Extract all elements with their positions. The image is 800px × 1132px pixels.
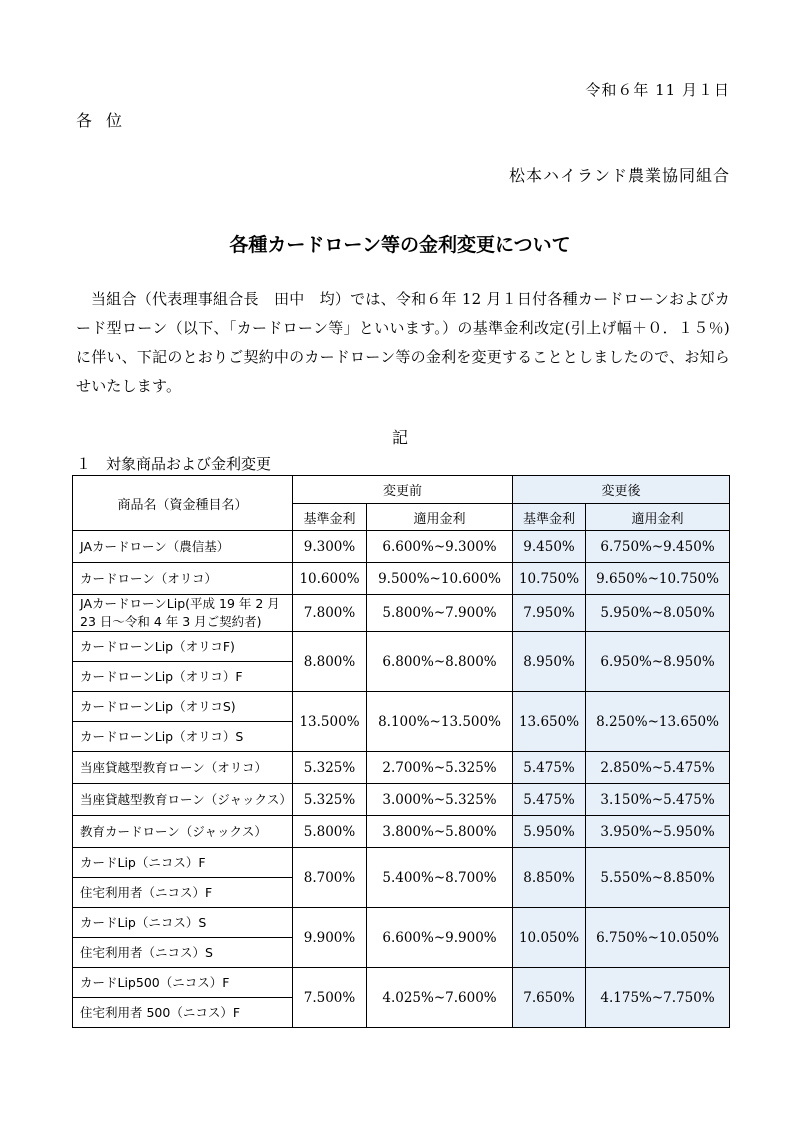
product-name: カードLip（ニコス）S [73, 908, 293, 938]
base-rate-before: 8.700% [293, 848, 367, 908]
base-rate-after: 7.650% [513, 968, 586, 1028]
applied-rate-before: 6.800%~8.800% [367, 632, 513, 692]
base-rate-after: 13.650% [513, 692, 586, 752]
table-row [73, 784, 730, 816]
table-row [73, 816, 730, 848]
applied-rate-before: 5.800%~7.900% [367, 595, 513, 632]
product-name: 当座貸越型教育ローン（オリコ） [73, 752, 293, 784]
base-rate-before: 5.325% [293, 752, 367, 784]
document-title: 各種カードローン等の金利変更について [229, 234, 571, 256]
product-name: JAカードローン（農信基） [73, 531, 293, 563]
table-row [73, 563, 730, 595]
base-rate-before: 5.800% [293, 816, 367, 848]
base-rate-after: 8.850% [513, 848, 586, 908]
product-name: カードローンLip（オリコ）F [73, 662, 293, 692]
header-after: 変更後 [513, 476, 730, 504]
applied-rate-before: 6.600%~9.900% [367, 908, 513, 968]
header-base-after: 基準金利 [513, 504, 586, 531]
header-product-name: 商品名（資金種目名） [73, 476, 293, 531]
product-name: JAカードローンLip(平成 19 年 2 月 23 日～令和 4 年 3 月ご契約者) [73, 595, 293, 632]
table-row [73, 908, 730, 938]
product-name: カードローン（オリコ） [73, 563, 293, 595]
applied-rate-after: 3.150%~5.475% [586, 784, 730, 816]
table-row [73, 531, 730, 563]
product-name: カードLip500（ニコス）F [73, 968, 293, 998]
base-rate-after: 7.950% [513, 595, 586, 632]
applied-rate-after: 6.750%~10.050% [586, 908, 730, 968]
product-name: カードローンLip（オリコF) [73, 632, 293, 662]
base-rate-after: 5.475% [513, 752, 586, 784]
header-base-before: 基準金利 [293, 504, 367, 531]
section-title: １ 対象商品および金利変更 [76, 455, 272, 473]
table-row [73, 968, 730, 998]
applied-rate-after: 6.950%~8.950% [586, 632, 730, 692]
base-rate-before: 9.900% [293, 908, 367, 968]
header-applied-before: 適用金利 [367, 504, 513, 531]
base-rate-before: 5.325% [293, 784, 367, 816]
applied-rate-before: 8.100%~13.500% [367, 692, 513, 752]
product-name: 教育カードローン（ジャックス） [73, 816, 293, 848]
applied-rate-before: 6.600%~9.300% [367, 531, 513, 563]
base-rate-before: 7.800% [293, 595, 367, 632]
base-rate-before: 13.500% [293, 692, 367, 752]
header-before: 変更前 [293, 476, 513, 504]
applied-rate-after: 9.650%~10.750% [586, 563, 730, 595]
header-applied-after: 適用金利 [586, 504, 730, 531]
applied-rate-before: 9.500%~10.600% [367, 563, 513, 595]
product-name: 住宅利用者（ニコス）S [73, 938, 293, 968]
applied-rate-after: 5.950%~8.050% [586, 595, 730, 632]
base-rate-before: 8.800% [293, 632, 367, 692]
body-paragraph: 当組合（代表理事組合長 田中 均）では、令和６年 12 月１日付各種カードローンおよびカード型ローン（以下、「カードローン等」といいます。）の基準金利改定(引上げ幅＋０．１５％)に伴い、下記のとおりご契約中のカードローン等の金利を変更することとしましたので、お知らせいたします。 [76, 290, 730, 395]
table-row [73, 752, 730, 784]
product-name: 住宅利用者（ニコス）F [73, 878, 293, 908]
interest-rate-table [72, 475, 730, 1028]
base-rate-after: 10.050% [513, 908, 586, 968]
applied-rate-after: 8.250%~13.650% [586, 692, 730, 752]
applied-rate-before: 5.400%~8.700% [367, 848, 513, 908]
applied-rate-after: 6.750%~9.450% [586, 531, 730, 563]
base-rate-after: 10.750% [513, 563, 586, 595]
applied-rate-after: 4.175%~7.750% [586, 968, 730, 1028]
product-name: カードローンLip（オリコ）S [73, 722, 293, 752]
base-rate-before: 10.600% [293, 563, 367, 595]
table-row [73, 692, 730, 722]
base-rate-after: 5.475% [513, 784, 586, 816]
applied-rate-before: 2.700%~5.325% [367, 752, 513, 784]
organization-name: 松本ハイランド農業協同組合 [508, 166, 730, 185]
applied-rate-before: 3.800%~5.800% [367, 816, 513, 848]
product-name: カードローンLip（オリコS) [73, 692, 293, 722]
base-rate-after: 5.950% [513, 816, 586, 848]
applied-rate-before: 3.000%~5.325% [367, 784, 513, 816]
base-rate-after: 9.450% [513, 531, 586, 563]
product-name: 当座貸越型教育ローン（ジャックス） [73, 784, 293, 816]
table-body [73, 531, 730, 1028]
issue-date: 令和６年 11 月１日 [585, 81, 730, 99]
base-rate-before: 9.300% [293, 531, 367, 563]
addressee: 各位 [76, 111, 137, 130]
base-rate-after: 8.950% [513, 632, 586, 692]
product-name: カードLip（ニコス）F [73, 848, 293, 878]
table-row [73, 595, 730, 632]
applied-rate-after: 5.550%~8.850% [586, 848, 730, 908]
table-row [73, 632, 730, 662]
product-name: 住宅利用者 500（ニコス）F [73, 998, 293, 1028]
applied-rate-after: 2.850%~5.475% [586, 752, 730, 784]
base-rate-before: 7.500% [293, 968, 367, 1028]
ki-heading: 記 [391, 428, 408, 447]
table-row [73, 848, 730, 878]
applied-rate-after: 3.950%~5.950% [586, 816, 730, 848]
applied-rate-before: 4.025%~7.600% [367, 968, 513, 1028]
